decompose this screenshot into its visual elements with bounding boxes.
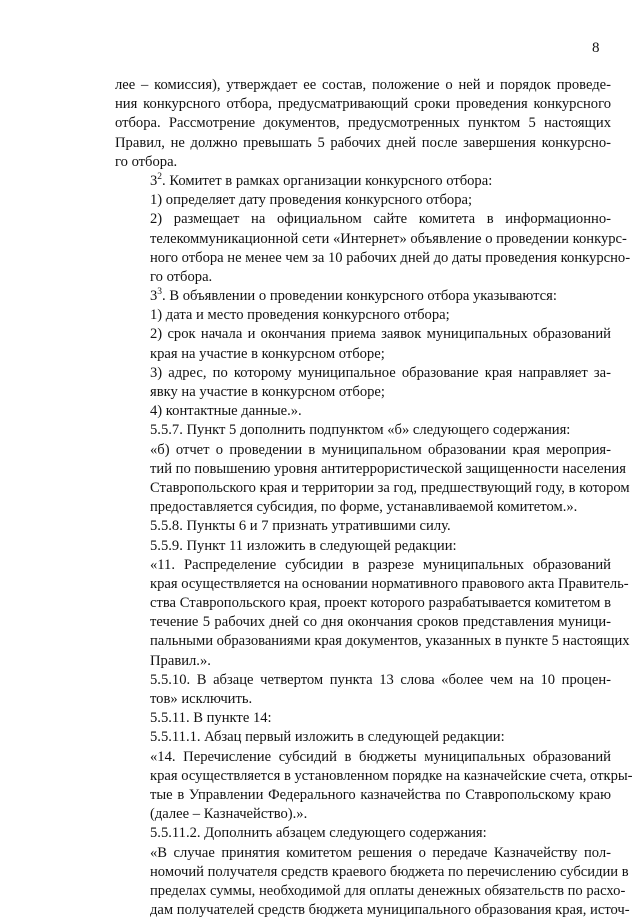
- paragraph-p19: [115, 824, 611, 843]
- paragraph-p13: [115, 537, 611, 556]
- text-line: пределах суммы, необходимой для оплаты денежных обязательств по расхо-: [115, 882, 611, 901]
- text-line: «14. Перечисление субсидий в бюджеты муниципальных образований: [115, 748, 611, 767]
- paragraph-p11: [115, 441, 611, 518]
- text-line: 1) определяет дату проведения конкурсного отбора;: [115, 191, 611, 210]
- text-line: «В случае принятия комитетом решения о передаче Казначейству пол-: [115, 844, 611, 863]
- text-line: «б) отчет о проведении в муниципальном образовании края мероприя-: [115, 441, 611, 460]
- document-body: [115, 76, 611, 920]
- paragraph-p7: [115, 325, 611, 363]
- paragraph-p16: [115, 709, 611, 728]
- text-line: отбора. Рассмотрение документов, предусмотренных пунктом 5 настоящих: [115, 114, 611, 133]
- text-line: тов» исключить.: [115, 690, 611, 709]
- paragraph-p9: [115, 402, 611, 421]
- clause-number: 3: [150, 173, 157, 189]
- paragraph-p6: [115, 306, 611, 325]
- paragraph-p14: [115, 556, 611, 671]
- paragraph-p20: [115, 844, 611, 920]
- text-line: Правил, не должно превышать 5 рабочих дней после завершения конкурсно-: [115, 134, 611, 153]
- clause-superscript: 3: [157, 287, 162, 297]
- text-line: ного отбора не менее чем за 10 рабочих дней до даты проведения конкурсно-: [115, 249, 611, 268]
- paragraph-p4: [115, 210, 611, 287]
- text-line: 2) срок начала и окончания приема заявок муниципальных образований: [115, 325, 611, 344]
- paragraph-p12: [115, 517, 611, 536]
- text-line: 5.5.7. Пункт 5 дополнить подпунктом «б» следующего содержания:: [115, 421, 611, 440]
- text-line: 1) дата и место проведения конкурсного отбора;: [115, 306, 611, 325]
- text-line: го отбора.: [115, 153, 611, 172]
- paragraph-p18: [115, 748, 611, 825]
- text-line: 2) размещает на официальном сайте комитета в информационно-: [115, 210, 611, 229]
- paragraph-p10: [115, 421, 611, 440]
- clause-number: 3: [150, 288, 157, 304]
- text-line: (далее – Казначейство).».: [115, 805, 611, 824]
- text-line: дам получателей средств бюджета муниципального образования края, источ-: [115, 901, 611, 920]
- text-line: телекоммуникационной сети «Интернет» объявление о проведении конкурс-: [115, 230, 611, 249]
- text-line: ния конкурсного отбора, предусматривающий сроки проведения конкурсного: [115, 95, 611, 114]
- paragraph-p5: [115, 287, 611, 306]
- text-line: края на участие в конкурсном отборе;: [115, 345, 611, 364]
- text-line: 3) адрес, по которому муниципальное образование края направляет за-: [115, 364, 611, 383]
- clause-text: . Комитет в рамках организации конкурсного отбора:: [162, 173, 492, 189]
- clause-text: . В объявлении о проведении конкурсного отбора указываются:: [162, 288, 557, 304]
- text-line: края осуществляется на основании нормативного правового акта Правитель-: [115, 575, 611, 594]
- text-line: тые в Управлении Федерального казначейства по Ставропольскому краю: [115, 786, 611, 805]
- paragraph-p17: [115, 728, 611, 747]
- text-line: 5.5.10. В абзаце четвертом пункта 13 слова «более чем на 10 процен-: [115, 671, 611, 690]
- text-line: [115, 172, 611, 191]
- text-line: ства Ставропольского края, проект которого разрабатывается комитетом в: [115, 594, 611, 613]
- text-line: тий по повышению уровня антитеррористической защищенности населения: [115, 460, 611, 479]
- paragraph-p3: [115, 191, 611, 210]
- text-line: 5.5.11.1. Абзац первый изложить в следующей редакции:: [115, 728, 611, 747]
- text-line: [115, 287, 611, 306]
- text-line: течение 5 рабочих дней со дня окончания сроков представления муници-: [115, 613, 611, 632]
- paragraph-p8: [115, 364, 611, 402]
- text-line: 5.5.11.2. Дополнить абзацем следующего содержания:: [115, 824, 611, 843]
- text-line: пальными образованиями края документов, указанных в пункте 5 настоящих: [115, 632, 611, 651]
- text-line: лее – комиссия), утверждает ее состав, положение о ней и порядок проведе-: [115, 76, 611, 95]
- text-line: 5.5.11. В пункте 14:: [115, 709, 611, 728]
- clause-superscript: 2: [157, 172, 162, 182]
- text-line: края осуществляется в установленном порядке на казначейские счета, откры-: [115, 767, 611, 786]
- text-line: Правил.».: [115, 652, 611, 671]
- text-line: явку на участие в конкурсном отборе;: [115, 383, 611, 402]
- text-line: го отбора.: [115, 268, 611, 287]
- text-line: 5.5.8. Пункты 6 и 7 признать утратившими силу.: [115, 517, 611, 536]
- page-number: 8: [592, 40, 622, 57]
- text-line: «11. Распределение субсидии в разрезе муниципальных образований: [115, 556, 611, 575]
- paragraph-p15: [115, 671, 611, 709]
- paragraph-p1: [115, 76, 611, 172]
- text-line: 5.5.9. Пункт 11 изложить в следующей редакции:: [115, 537, 611, 556]
- text-line: Ставропольского края и территории за год, предшествующий году, в котором: [115, 479, 611, 498]
- text-line: предоставляется субсидия, по форме, устанавливаемой комитетом.».: [115, 498, 611, 517]
- text-line: 4) контактные данные.».: [115, 402, 611, 421]
- text-line: номочий получателя средств краевого бюджета по перечислению субсидии в: [115, 863, 611, 882]
- paragraph-p2: [115, 172, 611, 191]
